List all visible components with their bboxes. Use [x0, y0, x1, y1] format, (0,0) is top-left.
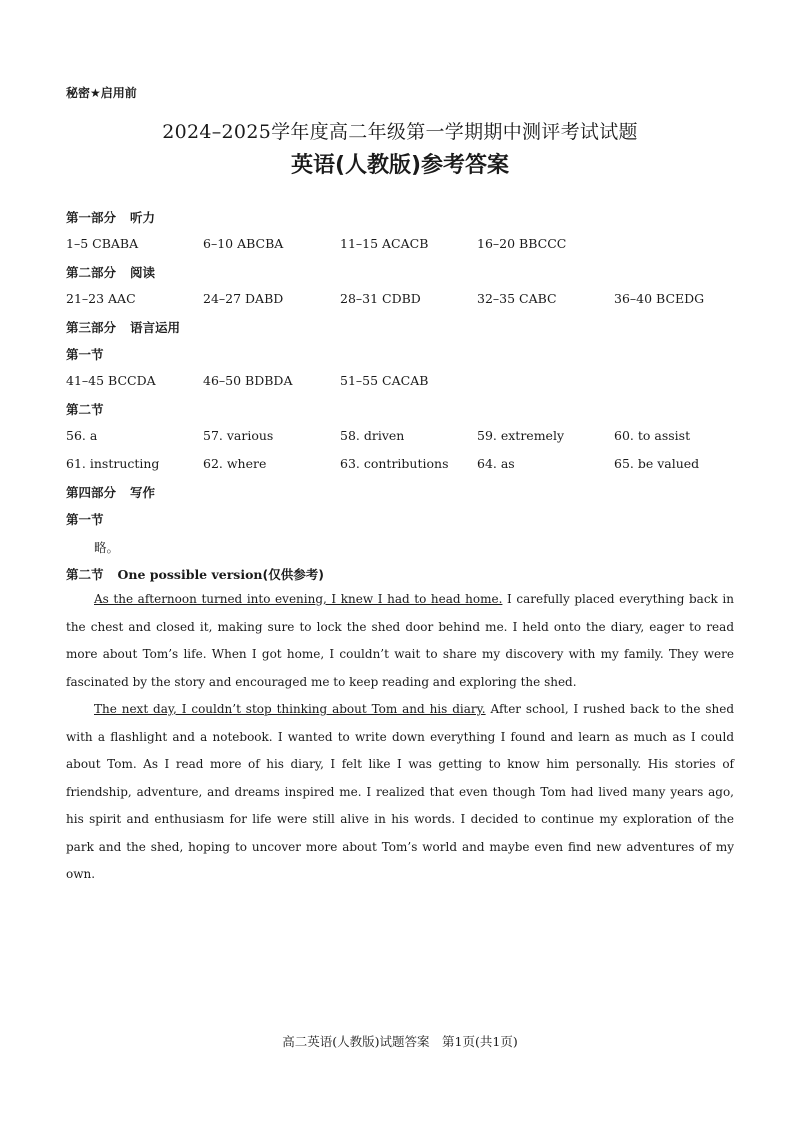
- part3-heading: [66, 318, 180, 336]
- answer-item: 65. be valued: [614, 456, 700, 471]
- version-note: (仅供参考): [262, 567, 324, 582]
- confidential-label: 秘密★启用前: [66, 86, 137, 100]
- exam-title: 2024–2025学年度高二年级第一学期期中测评考试试题: [162, 121, 638, 143]
- paragraph-text: After school, I rushed back to the shed with a flashlight and a notebook. I wanted to write down everything I found and learn as much as I could about Tom. As I read more of his diary, I felt like I was getting to know him personally. His stories of friendship, adventure, and dreams inspired me. I realized that even though Tom had lived many years ago, his spirit and enthusiasm for life were still alive in his words. I decided to continue my exploration of the park and the shed, hoping to uncover more about Tom’s world and maybe even find new adventures of my own.: [66, 702, 735, 881]
- answer-item: 58. driven: [340, 428, 405, 443]
- part2-name: 阅读: [130, 265, 156, 280]
- part3-name: 语言运用: [130, 320, 181, 335]
- paragraph-text: I carefully placed everything back in the chest and closed it, making sure to lock the shed door behind me. I held onto the diary, eager to read more about Tom’s life. When I got home, I couldn’t wait to share my discovery with my family. They were fascinated by the story and encouraged me to keep reading and exploring the shed.: [66, 592, 734, 689]
- answer-item: 57. various: [203, 428, 274, 443]
- answer-item: 56. a: [66, 428, 98, 443]
- page-footer: 高二英语(人教版)试题答案 第1页(共1页): [282, 1034, 518, 1049]
- version-label: One possible version: [117, 567, 263, 582]
- answer-group: 28–31 CDBD: [340, 291, 421, 306]
- section-title: 第二节: [66, 567, 104, 582]
- part3-section2-row2: [66, 456, 766, 474]
- part4-section2-heading: [66, 565, 324, 583]
- part1-heading: [66, 208, 155, 226]
- answer-group: 11–15 ACACB: [340, 236, 429, 251]
- given-opening-sentence: As the afternoon turned into evening, I knew I had to head home.: [94, 592, 503, 606]
- part4-heading: [66, 483, 155, 501]
- essay-paragraph-2: [66, 696, 734, 889]
- part2-heading: [66, 263, 155, 281]
- answer-group: 32–35 CABC: [477, 291, 557, 306]
- answer-group: 41–45 BCCDA: [66, 373, 156, 388]
- part4-label: 第四部分: [66, 485, 117, 500]
- answer-group: 21–23 AAC: [66, 291, 136, 306]
- part3-section2-row1: [66, 428, 766, 446]
- answer-group: 36–40 BCEDG: [614, 291, 705, 306]
- answer-group: 1–5 CBABA: [66, 236, 139, 251]
- part3-section1-answers: [66, 373, 766, 391]
- answer-group: 16–20 BBCCC: [477, 236, 567, 251]
- answer-key-title: 英语(人教版)参考答案: [290, 153, 510, 178]
- part3-label: 第三部分: [66, 320, 117, 335]
- part2-label: 第二部分: [66, 265, 117, 280]
- essay-paragraph-1: [66, 586, 734, 696]
- answer-item: 62. where: [203, 456, 267, 471]
- part3-section1-heading: 第一节: [66, 347, 104, 362]
- answer-group: 51–55 CACAB: [340, 373, 429, 388]
- part1-name: 听力: [130, 210, 156, 225]
- answer-item: 59. extremely: [477, 428, 565, 443]
- part2-answers: [66, 291, 766, 309]
- answer-group: 24–27 DABD: [203, 291, 284, 306]
- given-opening-sentence: The next day, I couldn’t stop thinking about Tom and his diary.: [94, 702, 486, 716]
- omitted-answer: 略。: [94, 540, 120, 555]
- part3-section2-heading: 第二节: [66, 402, 104, 417]
- answer-item: 61. instructing: [66, 456, 160, 471]
- answer-item: 64. as: [477, 456, 515, 471]
- part1-answers: [66, 236, 766, 254]
- answer-group: 6–10 ABCBA: [203, 236, 284, 251]
- answer-item: 60. to assist: [614, 428, 691, 443]
- answer-item: 63. contributions: [340, 456, 449, 471]
- part4-name: 写作: [130, 485, 156, 500]
- part4-section1-heading: 第一节: [66, 512, 104, 527]
- answer-group: 46–50 BDBDA: [203, 373, 293, 388]
- part1-label: 第一部分: [66, 210, 117, 225]
